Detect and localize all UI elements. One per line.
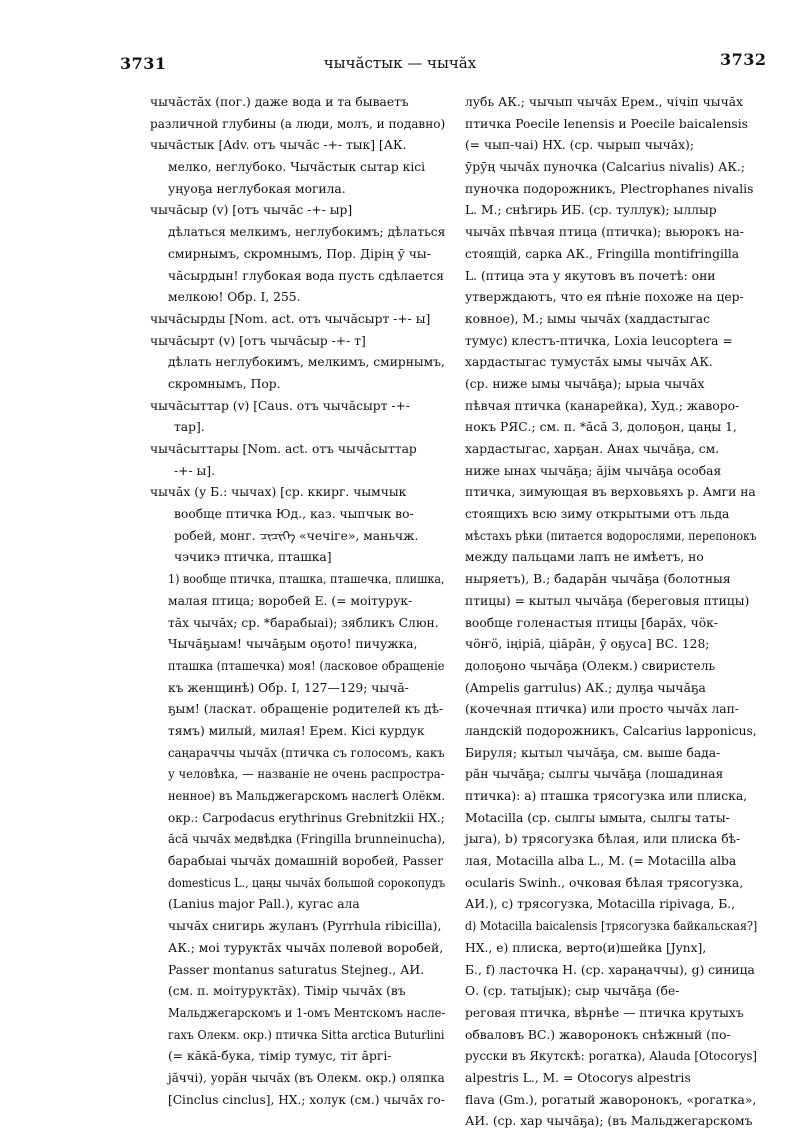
running-title: чычăстык — чычăх bbox=[323, 54, 477, 72]
text-line: долоҕоно чычăҕа (Олекм.) свиристель bbox=[465, 658, 716, 673]
text-line: L. (птица эта у якутовъ въ почетѣ: они bbox=[465, 268, 716, 283]
text-line: ковное), М.; ымы чычăх (хаддастыгас bbox=[465, 311, 711, 326]
text-line: чычăсырт (v) [отъ чычăсыр -+- т] bbox=[150, 333, 366, 348]
text-line: между пальцами лапъ не имѣетъ, но bbox=[465, 550, 704, 565]
text-line: дѣлать неглубокимъ, мелкимъ, смирнымъ, bbox=[168, 355, 445, 370]
text-line: АИ. (ср. хар чычăҕа); (въ Мальджегарскомъ bbox=[465, 1114, 753, 1129]
text-line: лубь АК.; чычып чычăх Ерем., чічіп чычăх bbox=[465, 95, 743, 109]
text-line: Бируля; кытыл чычăҕа, см. выше бада- bbox=[465, 745, 721, 760]
text-line: -+- ы]. bbox=[174, 463, 216, 478]
text-line: чычăстык [Adv. отъ чычăс -+- тык] [АК. bbox=[150, 138, 407, 153]
text-line: чӧҥӧ, іңірiă, цiăрăн, ӯ оҕуса] ВС. 128; bbox=[465, 637, 710, 652]
text-line: (Ampelis garrulus) АК.; дулҕа чычăҕа bbox=[465, 680, 706, 695]
text-line: (= чып-чаі) НХ. (ср. чырып чычăх); bbox=[465, 138, 694, 153]
text-line: окр.: Carpodacus erythrinus Grebnitzkii НХ.; bbox=[168, 810, 445, 825]
text-line: ныряетъ), В.; бадарăн чычăҕа (болотныя bbox=[465, 572, 731, 587]
text-line: стоящій, сарка АК., Fringilla montifringilla bbox=[465, 246, 740, 261]
text-line: ландскій подорожникъ, Calcarius lapponicus, bbox=[465, 723, 757, 738]
text-line: АИ.), с) трясогузка, Motacilla ripivaga, Б., bbox=[465, 897, 736, 912]
page-number-left: 3731 bbox=[120, 54, 167, 73]
page-header bbox=[0, 0, 800, 80]
text-line: (ср. ниже ымы чычăҕа); ырыа чычăх bbox=[465, 376, 705, 391]
text-line: скромнымъ, Пор. bbox=[168, 376, 281, 391]
right-column bbox=[465, 92, 757, 1133]
text-line: пуночка подорожникъ, Plectrophanes nivalis bbox=[465, 181, 754, 196]
text-line: flava (Gm.), рогатый жаворонокъ, «рогатка», bbox=[465, 1092, 757, 1107]
text-line: alpestris L., М. = Otocorys alpestris bbox=[465, 1070, 691, 1085]
text-line: птичка Poecile lenensis и Poecile baicalensis bbox=[465, 116, 748, 131]
text-line: мелкою! Обр. I, 255. bbox=[168, 290, 301, 305]
text-line: рăн чычăҕа; сылгы чычăҕа (лошадиная bbox=[465, 767, 724, 782]
text-line: реговая птичка, вѣрнѣе — птичка крутыхъ bbox=[465, 1005, 744, 1020]
text-line: дѣлаться мелкимъ, неглубокимъ; дѣлаться bbox=[168, 225, 446, 240]
text-line: d) Motacilla baicalensis [трясогузка байкальская?] bbox=[465, 919, 758, 934]
text-line: тумус) клестъ-птичка, Loxia leucoptera = bbox=[465, 333, 733, 348]
text-line: утверждаютъ, что ея пѣніе похоже на цер- bbox=[465, 290, 744, 305]
text-line: чычăх (у Б.: чычах) [ср. ккирг. чымчык bbox=[150, 485, 407, 500]
left-column bbox=[150, 92, 445, 1111]
text-line: чычăсырды [Nom. act. отъ чычăсырт -+- ы] bbox=[150, 311, 431, 326]
text-line: тямъ) милый, милая! Ерем. Кісі курдук bbox=[168, 723, 425, 738]
text-line: хардастыгас, харҕан. Анах чычăҕа, см. bbox=[465, 442, 720, 456]
text-line: Мальджегарскомъ и 1-омъ Ментскомъ насле- bbox=[168, 1005, 446, 1020]
text-line: (Lanius major Pall.), кугас ала bbox=[168, 897, 360, 912]
text-line: робей, монг. ᠴᠢᠴᠢᠭᠡ «чечіге», маньчж. bbox=[174, 528, 419, 543]
text-line: чычăх пѣвчая птица (птичка); вьюрокъ на- bbox=[465, 225, 744, 240]
text-line: тăх чычăх; ср. *барабыаі); зябликъ Слюн. bbox=[168, 615, 439, 630]
text-line: уңуоҕа неглубокая могила. bbox=[168, 181, 346, 196]
text-line: АК.; моі туруктăх чычăх полевой воробей, bbox=[168, 940, 444, 955]
text-line: (= кăкă-бука, тімір тумус, тіт ăргі- bbox=[168, 1049, 392, 1064]
text-line: барабыаі чычăх домашній воробей, Passer bbox=[168, 854, 444, 869]
text-line: чычăсыр (v) [отъ чычăс -+- ыр] bbox=[150, 203, 353, 218]
text-line: Motacilla (ср. сылгы ымыта, сылгы таты- bbox=[465, 810, 730, 825]
text-line: птицы) = кытыл чычăҕа (береговыя птицы) bbox=[465, 593, 750, 608]
text-line: ăсă чычăх медвѣдка (Fringilla brunneinucha), bbox=[168, 832, 446, 847]
text-line: ҕым! (ласкат. обращеніе родителей къ дѣ- bbox=[168, 702, 444, 717]
text-line: гахъ Олекм. окр.) птичка Sitta arctica Buturlini bbox=[168, 1027, 445, 1042]
text-line: Passer montanus saturatus Stejneg., АИ. bbox=[168, 962, 425, 977]
text-line: русски въ Якутскѣ: рогатка), Alauda [Otocorys] bbox=[465, 1049, 758, 1064]
text-line: стоящихъ всю зиму открытыми отъ льда bbox=[465, 507, 730, 522]
text-line: чычăстăх (пог.) даже вода и та бываетъ bbox=[150, 95, 409, 109]
text-line: Б., f) ласточка Н. (ср. хараңаччы), g) синица bbox=[465, 962, 755, 977]
text-line: птичка, зимующая въ верховьяхъ р. Амги на bbox=[465, 485, 756, 500]
text-line: пѣвчая птичка (канарейка), Худ.; жаворо- bbox=[465, 398, 740, 413]
text-line: 1) вообще птичка, пташка, пташечка, плишка, bbox=[168, 572, 445, 587]
text-line: смирнымъ, скромнымъ, Пор. Дірің ӯ чы- bbox=[168, 246, 431, 261]
text-line: ниже ынах чычăҕа; ăjім чычăҕа особая bbox=[465, 463, 722, 478]
text-line: О. (ср. татыjык); сыр чычăҕа (бе- bbox=[465, 984, 680, 999]
text-line: [Cinclus cinclus], НХ.; холук (см.) чычăх го- bbox=[168, 1092, 445, 1107]
text-line: (кочечная птичка) или просто чычăх лап- bbox=[465, 702, 739, 717]
text-line: къ женщинѣ) Обр. I, 127—129; чычă- bbox=[168, 680, 409, 695]
text-line: domesticus L., цаңы чычăх большой сорокопудъ bbox=[168, 875, 446, 890]
text-line: вообще птичка Юд., каз. чыпчык во- bbox=[174, 507, 414, 522]
text-line: чычăсыттары [Nom. act. отъ чычăсыттар bbox=[150, 442, 417, 456]
text-line: чычăсыттар (v) [Caus. отъ чычăсырт -+- bbox=[150, 398, 410, 413]
text-line: саңараччы чычăх (птичка съ голосомъ, какъ bbox=[168, 745, 445, 760]
text-line: чăсырдын! глубокая вода пусть сдѣлается bbox=[168, 268, 444, 283]
text-line: различной глубины (а люди, молъ, и подавно) bbox=[150, 116, 446, 131]
text-line: мѣстахъ рѣки (питается водорослями, перепонокъ bbox=[465, 528, 757, 543]
text-line: лая, Motacilla alba L., М. (= Motacilla alba bbox=[465, 854, 737, 869]
text-line: Чычăҕыам! чычăҕым оҕото! пичужка, bbox=[168, 637, 418, 652]
text-line: чэчикэ птичка, пташка] bbox=[174, 550, 332, 565]
text-line: jыга), b) трясогузка бѣлая, или плиска бѣ- bbox=[465, 832, 741, 847]
text-line: jăччі), уорăн чычăх (въ Олекм. окр.) оляпка bbox=[168, 1070, 445, 1085]
text-line: L. М.; снѣгирь ИБ. (ср. туллук); ыллыр bbox=[465, 203, 717, 218]
text-line: птичка): а) пташка трясогузка или плиска, bbox=[465, 789, 748, 803]
text-line: ocularis Swinh., очковая бѣлая трясогузка, bbox=[465, 875, 744, 890]
page-number-right: 3732 bbox=[720, 50, 767, 69]
text-line: мелко, неглубоко. Чычăстык сытар кісі bbox=[168, 160, 426, 175]
text-line: хардастыгас тумустăх ымы чычăх АК. bbox=[465, 355, 713, 370]
text-line: малая птица; воробей Е. (= моітурук- bbox=[168, 593, 413, 608]
text-line: вообще голенастыя птицы [барăх, чӧк- bbox=[465, 615, 719, 630]
text-line: ӯрӯң чычăх пуночка (Calcarius nivalis) АК.; bbox=[465, 160, 745, 175]
text-line: (см. п. моітуруктăх). Тімір чычăх (въ bbox=[168, 984, 406, 999]
text-line: чычăх снигирь жуланъ (Pyrrhula ribicilla), bbox=[168, 919, 442, 934]
text-line: у человѣка, — названіе не очень распростра- bbox=[168, 767, 445, 782]
text-line: тар]. bbox=[174, 420, 205, 435]
text-line: нокъ РЯС.; см. п. *ăсă 3, долоҕон, цаңы 1, bbox=[465, 420, 737, 435]
text-line: обваловъ ВС.) жаворонокъ снѣжный (по- bbox=[465, 1027, 731, 1042]
text-line: ненное) въ Мальджегарскомъ наслегѣ Олёкм. bbox=[168, 789, 445, 803]
text-line: НХ., е) плиска, верто(и)шейка [Jynx], bbox=[465, 940, 707, 955]
text-line: пташка (пташечка) моя! (ласковое обращеніе bbox=[168, 658, 445, 673]
